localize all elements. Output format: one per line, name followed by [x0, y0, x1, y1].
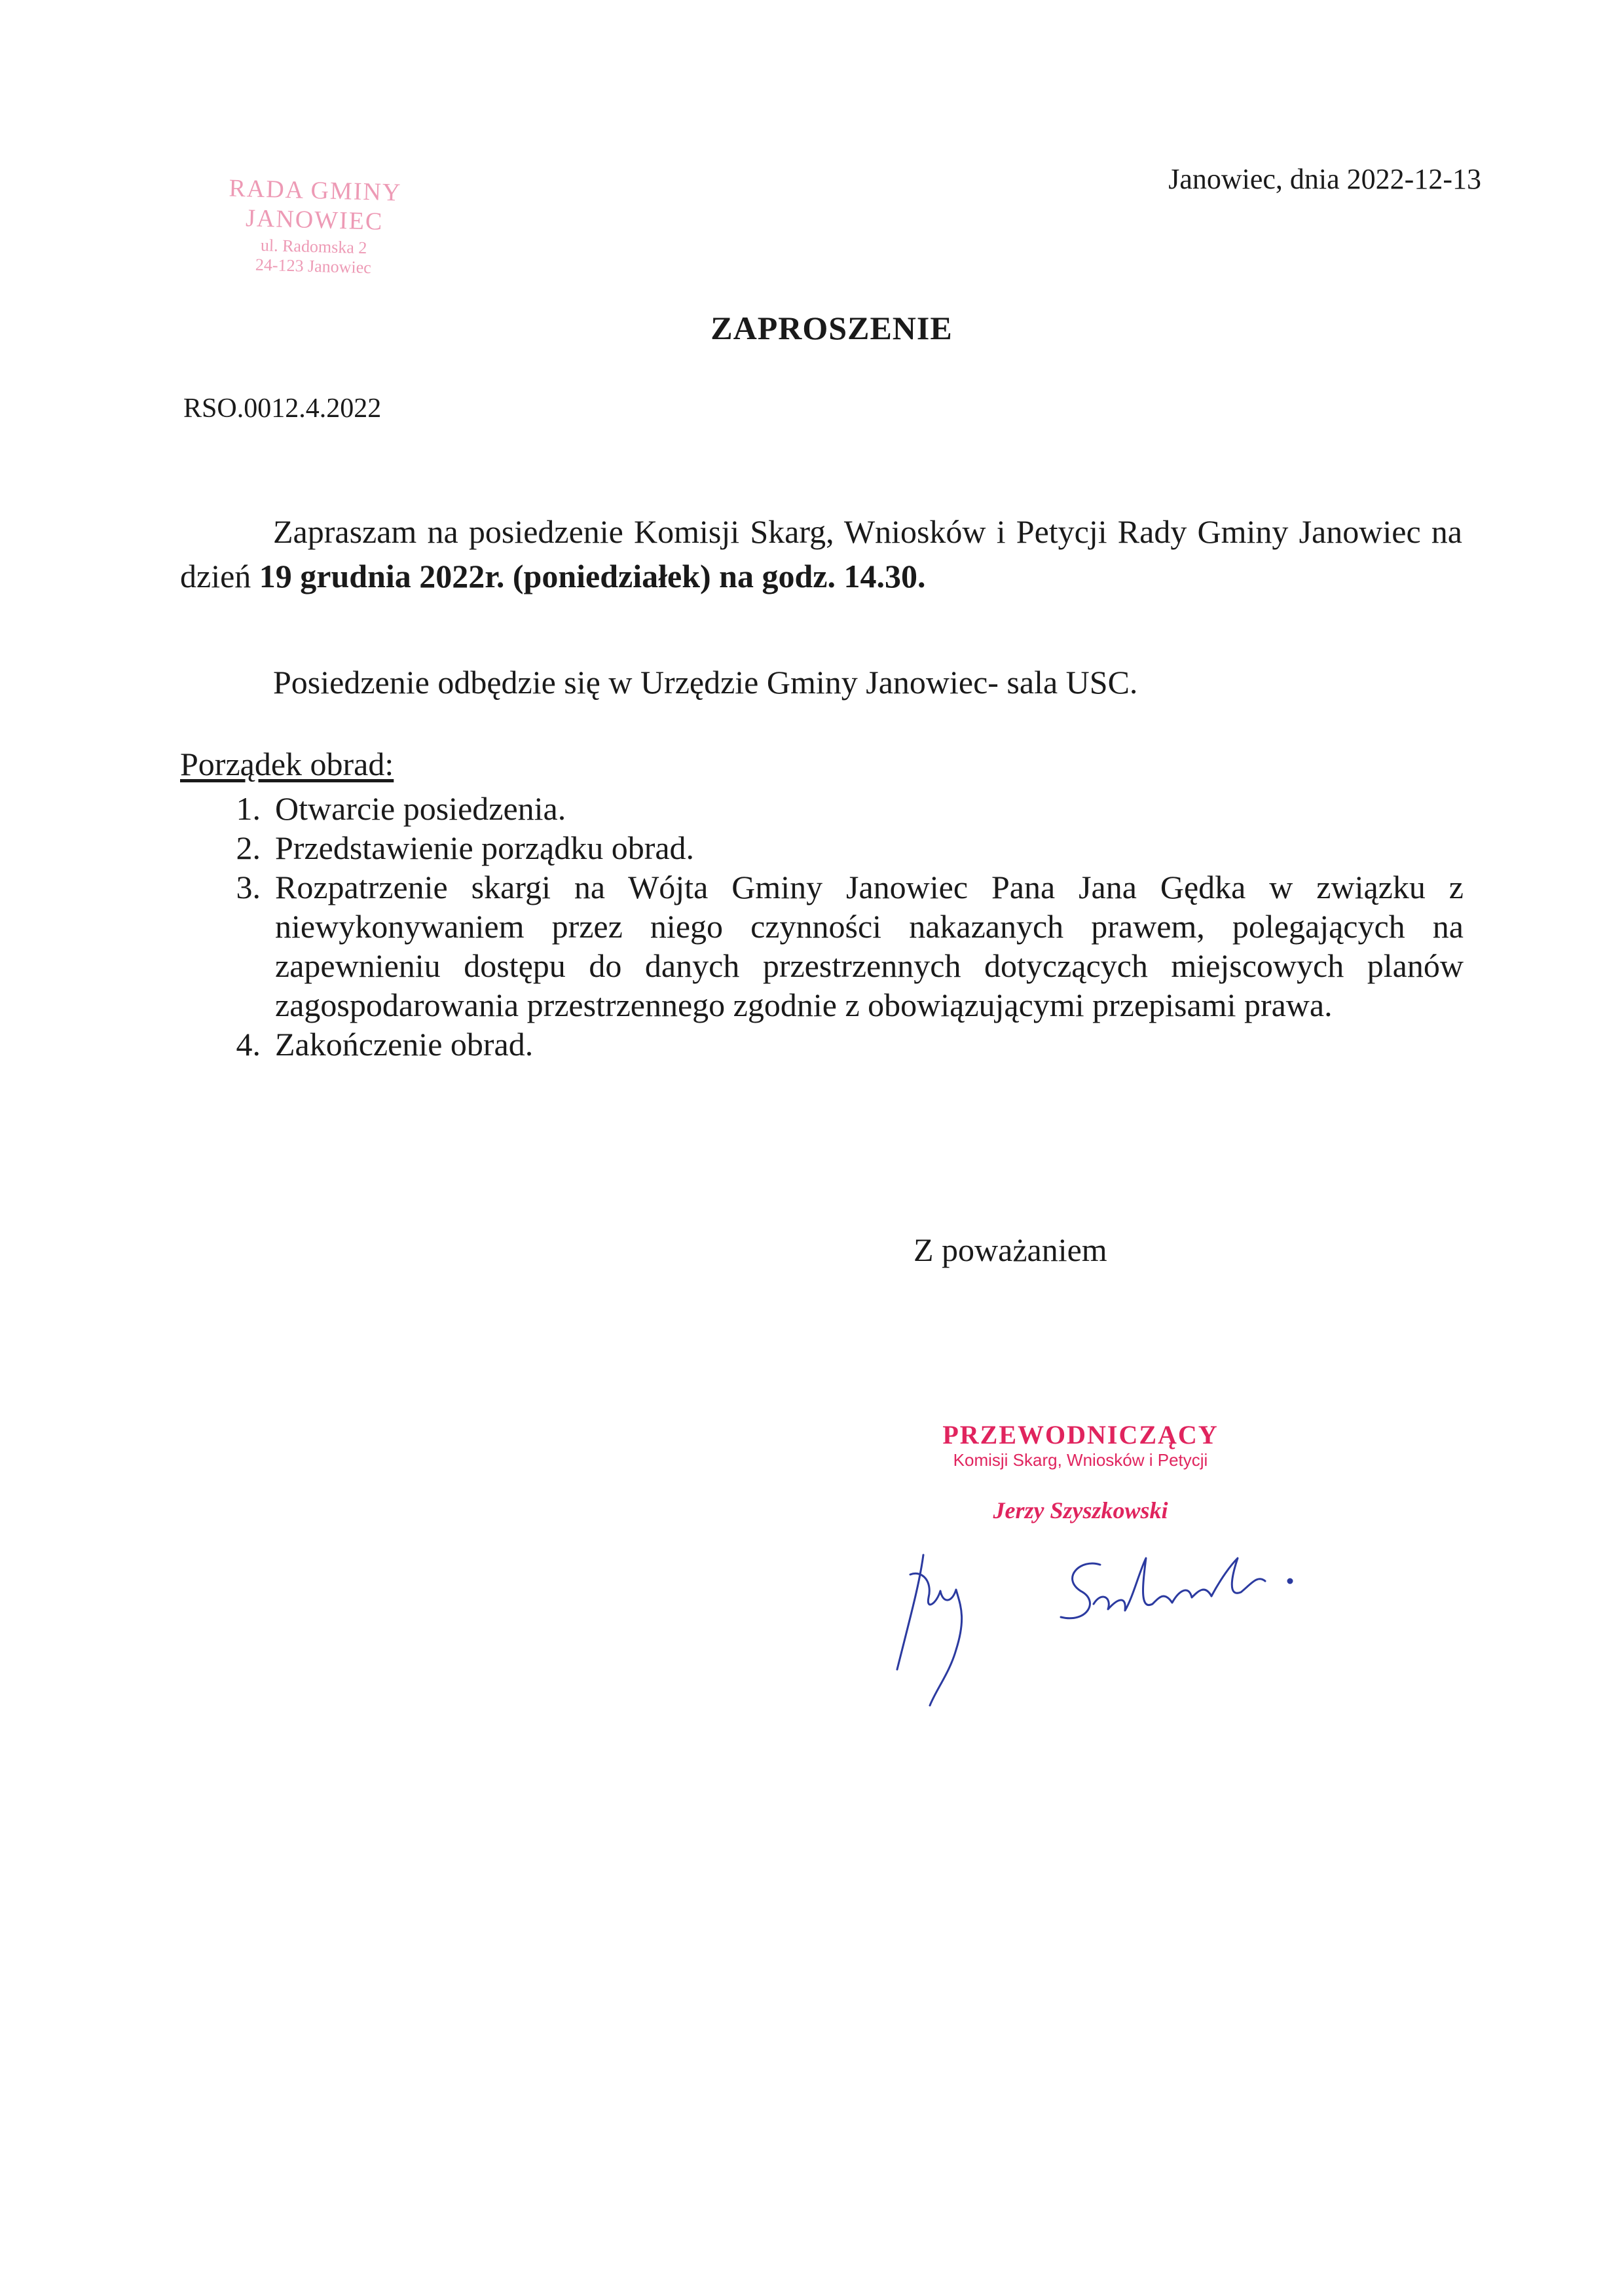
invitation-text: Zapraszam na posiedzenie Komisji Skarg, Wniosków i Petycji Rady Gminy Janowiec na dzień — [180, 513, 1462, 594]
stamp-line-1: RADA GMINY — [228, 174, 402, 207]
document-title: ZAPROSZENIE — [710, 310, 953, 346]
agenda-item — [180, 828, 1464, 867]
agenda-item-number: 4. — [236, 1026, 261, 1063]
agenda-list — [180, 789, 1464, 1064]
chairman-title: PRZEWODNICZĄCY — [942, 1420, 1219, 1449]
agenda-heading: Porządek obrad: — [180, 746, 394, 782]
invitation-paragraph — [180, 509, 1462, 598]
stamp-line-3: ul. Radomska 2 — [260, 235, 367, 258]
committee-name: Komisji Skarg, Wniosków i Petycji — [953, 1450, 1208, 1470]
council-stamp — [195, 172, 434, 279]
stamp-line-4: 24-123 Janowiec — [255, 255, 372, 278]
location-paragraph: Posiedzenie odbędzie się w Urzędzie Gminy Janowiec- sala USC. — [273, 664, 1138, 701]
agenda-item-text: Rozpatrzenie skargi na Wójta Gminy Janowiec Pana Jana Gędka w związku z niewykonywaniem przez niego czynności nakazanych prawem, polegających na zapewnieniu dostępu do danych przestrzennych dotyczących miejscowych planów zagospodarowania przestrzennego zgodnie z obowiązującymi przepisami prawa. — [275, 869, 1464, 1023]
agenda-item-text: Przedstawienie porządku obrad. — [275, 829, 695, 866]
agenda-item-number: 2. — [236, 829, 261, 866]
agenda-item — [180, 867, 1464, 1025]
reference-number: RSO.0012.4.2022 — [183, 393, 382, 424]
agenda-item-number: 1. — [236, 790, 261, 827]
agenda-item — [180, 1025, 1464, 1064]
closing-phrase: Z poważaniem — [913, 1231, 1107, 1268]
meeting-datetime: 19 grudnia 2022r. (poniedziałek) na godz. 14.30. — [259, 558, 926, 594]
chairman-stamp — [910, 1421, 1251, 1524]
agenda-item-number: 3. — [236, 869, 261, 905]
place-date: Janowiec, dnia 2022-12-13 — [1168, 163, 1481, 195]
handwritten-signature — [864, 1519, 1336, 1715]
agenda-item — [180, 789, 1464, 828]
agenda-item-text: Otwarcie posiedzenia. — [275, 790, 566, 827]
stamp-line-2: JANOWIEC — [245, 204, 384, 236]
agenda-item-text: Zakończenie obrad. — [275, 1026, 534, 1063]
chairman-name: Jerzy Szyszkowski — [993, 1497, 1168, 1523]
